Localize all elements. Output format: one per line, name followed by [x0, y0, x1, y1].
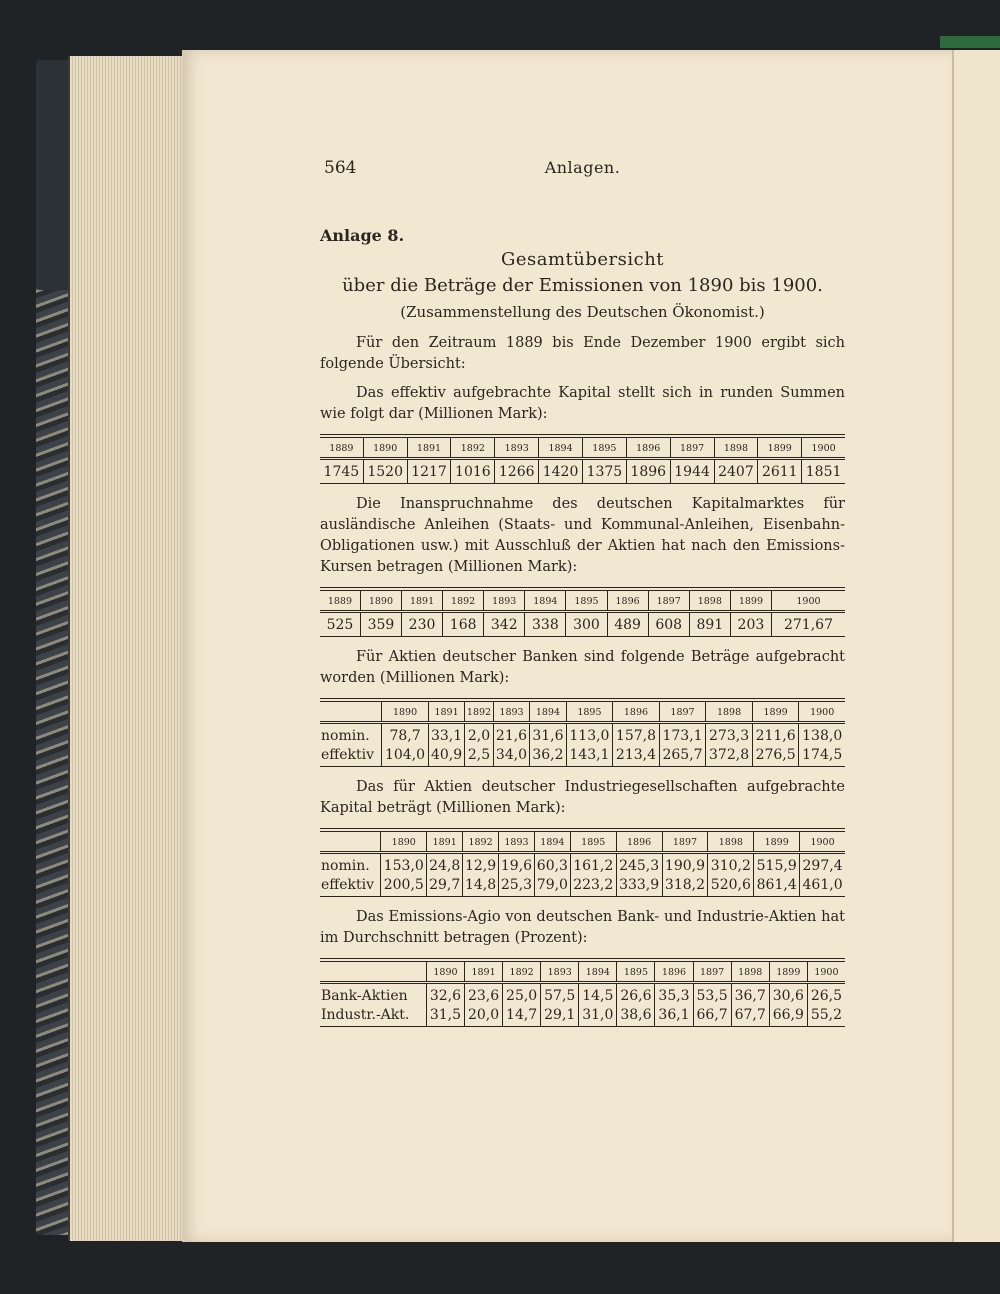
section-paragraph: Die Inanspruchnahme des deutschen Kapitalmarktes für ausländische Anleihen (Staats- und Kommunal-Anleihen, Eisenbahn-Obligationen usw.) mit Ausschluß der Aktien hat nach den Emissions-Kursen betragen (Millionen Mark):: [320, 496, 845, 575]
facing-page-edge: [952, 50, 1000, 1242]
table-cell: 608: [648, 612, 689, 637]
row-label-header: [320, 960, 426, 983]
year-header: 1900: [799, 700, 845, 723]
document-source: (Zusammenstellung des Deutschen Ökonomist.): [400, 303, 765, 321]
table-cell: 104,0: [382, 747, 429, 767]
document-subtitle: über die Beträge der Emissionen von 1890 bis 1900.: [342, 275, 823, 296]
data-table: [320, 698, 845, 767]
table-cell: 31,0: [579, 1007, 617, 1027]
year-header: 1890: [381, 830, 427, 853]
table-cell: 271,67: [783, 617, 833, 633]
year-header: 1896: [655, 960, 693, 983]
year-header: 1892: [463, 830, 499, 853]
table-cell: 1944: [670, 459, 714, 484]
table-cell: 359: [360, 612, 401, 637]
table-cell: 310,2: [708, 853, 754, 878]
table-cell: 57,5: [541, 983, 579, 1008]
intro-paragraph: Für den Zeitraum 1889 bis Ende Dezember 1900 ergibt sich folgende Übersicht:: [320, 335, 845, 372]
table-row: [320, 459, 845, 484]
table-row: [320, 877, 845, 897]
year-header: 1897: [662, 830, 708, 853]
table-cell: 1896: [626, 459, 670, 484]
data-table: [320, 587, 845, 637]
year-header: 1894: [530, 700, 566, 723]
year-header: 1892: [451, 436, 495, 459]
table-cell: 78,7: [382, 723, 429, 748]
table-cell: 1520: [363, 459, 407, 484]
year-header: 1894: [525, 589, 566, 612]
table-cell: 138,0: [802, 728, 843, 744]
table-cell: 2,0: [465, 723, 494, 748]
table-cell: 223,2: [570, 877, 616, 897]
year-header: 1896: [626, 436, 670, 459]
table-cell: 2,5: [465, 747, 494, 767]
year-header: 1893: [499, 830, 535, 853]
row-label: effektiv: [320, 747, 382, 767]
year-header: 1891: [401, 589, 442, 612]
table-cell: 273,3: [706, 723, 753, 748]
table-cell: 55,2: [810, 1007, 842, 1023]
table-cell: 25,0: [503, 983, 541, 1008]
year-header: 1898: [706, 700, 753, 723]
table-cell: 157,8: [613, 723, 660, 748]
year-header: 1900: [800, 830, 845, 853]
table-cell: 14,8: [463, 877, 499, 897]
year-header: 1900: [771, 589, 845, 612]
table-cell: 113,0: [566, 723, 613, 748]
table-cell: 12,9: [463, 853, 499, 878]
row-label: nomin.: [320, 723, 382, 748]
table-cell: 211,6: [752, 723, 799, 748]
table-cell: 14,7: [503, 1007, 541, 1027]
table-cell: 342: [484, 612, 525, 637]
table-cell: 333,9: [616, 877, 662, 897]
year-header: 1890: [426, 960, 464, 983]
table-cell: 245,3: [616, 853, 662, 878]
table-cell: 36,2: [530, 747, 566, 767]
table-cell: 20,0: [465, 1007, 503, 1027]
table-cell: 25,3: [499, 877, 535, 897]
row-label-header: [320, 700, 382, 723]
table-cell: 891: [689, 612, 730, 637]
table-cell: 60,3: [534, 853, 570, 878]
table-cell: 489: [607, 612, 648, 637]
table-cell: 30,6: [769, 983, 807, 1008]
table-cell: 297,4: [802, 858, 843, 874]
table-cell: 461,0: [802, 877, 843, 893]
table-header-row: [320, 700, 845, 723]
table-cell: 161,2: [570, 853, 616, 878]
table-cell: 265,7: [659, 747, 706, 767]
year-header: 1894: [539, 436, 583, 459]
table-cell: 67,7: [731, 1007, 769, 1027]
table-cell: 200,5: [381, 877, 427, 897]
year-header: 1891: [407, 436, 451, 459]
year-header: 1895: [566, 589, 607, 612]
row-label: Industr.-Akt.: [320, 1007, 426, 1027]
table-header-row: [320, 436, 845, 459]
year-header: 1890: [363, 436, 407, 459]
running-head: Anlagen.: [544, 158, 621, 177]
year-header: 1899: [752, 700, 799, 723]
page-content: [320, 150, 845, 1037]
ribbon-marker: [940, 36, 1000, 48]
table-cell: 1420: [539, 459, 583, 484]
page-edges: [68, 56, 188, 1241]
year-header: 1899: [769, 960, 807, 983]
document-title: Gesamtübersicht: [500, 249, 665, 270]
year-header: 1894: [534, 830, 570, 853]
table-cell: 31,5: [426, 1007, 464, 1027]
year-header: 1899: [758, 436, 802, 459]
table-cell: 2407: [714, 459, 758, 484]
table-cell: 29,7: [427, 877, 463, 897]
table-row: [320, 612, 845, 637]
year-header: 1891: [428, 700, 464, 723]
annex-label: Anlage 8.: [320, 226, 405, 245]
table-cell: 190,9: [662, 853, 708, 878]
page-number: 564: [324, 158, 357, 178]
table-cell: 372,8: [706, 747, 753, 767]
table-cell: 31,6: [530, 723, 566, 748]
data-table: [320, 958, 845, 1027]
year-header: 1892: [465, 700, 494, 723]
year-header: 1894: [579, 960, 617, 983]
row-label: effektiv: [320, 877, 381, 897]
table-cell: 213,4: [613, 747, 660, 767]
year-header: 1895: [566, 700, 613, 723]
section-paragraph: Das für Aktien deutscher Industriegesellschaften aufgebrachte Kapital beträgt (Millionen Mark):: [320, 779, 845, 816]
data-table: [320, 828, 845, 897]
year-header: 1897: [670, 436, 714, 459]
table-cell: 174,5: [802, 747, 843, 763]
table-cell: 318,2: [662, 877, 708, 897]
year-header: 1898: [731, 960, 769, 983]
table-cell: 32,6: [426, 983, 464, 1008]
table-cell: 23,6: [465, 983, 503, 1008]
table-cell: 19,6: [499, 853, 535, 878]
binding-cover-corner: [36, 60, 72, 290]
data-table: [320, 434, 845, 484]
section-paragraph: Für Aktien deutscher Banken sind folgende Beträge aufgebracht worden (Millionen Mark):: [320, 649, 845, 686]
table-cell: 36,1: [655, 1007, 693, 1027]
year-header: 1896: [613, 700, 660, 723]
table-cell: 1375: [582, 459, 626, 484]
table-row: [320, 747, 845, 767]
year-header: 1891: [465, 960, 503, 983]
sections-container: [320, 383, 845, 1027]
table-row: [320, 983, 845, 1008]
table-cell: 66,9: [769, 1007, 807, 1027]
year-header: 1891: [427, 830, 463, 853]
year-header: 1892: [443, 589, 484, 612]
table-cell: 173,1: [659, 723, 706, 748]
table-cell: 2611: [758, 459, 802, 484]
table-cell: 34,0: [493, 747, 529, 767]
year-header: 1900: [802, 436, 845, 459]
year-header: 1896: [616, 830, 662, 853]
table-cell: 26,6: [617, 983, 655, 1008]
table-row: [320, 853, 845, 878]
table-cell: 66,7: [693, 1007, 731, 1027]
year-header: 1898: [708, 830, 754, 853]
year-header: 1893: [493, 700, 529, 723]
year-header: 1895: [582, 436, 626, 459]
table-cell: 143,1: [566, 747, 613, 767]
table-cell: 338: [525, 612, 566, 637]
table-cell: 1217: [407, 459, 451, 484]
table-cell: 26,5: [810, 988, 842, 1004]
row-label: nomin.: [320, 853, 381, 878]
year-header: 1898: [689, 589, 730, 612]
table-cell: 1266: [495, 459, 539, 484]
year-header: 1896: [607, 589, 648, 612]
table-cell: 36,7: [731, 983, 769, 1008]
table-cell: 14,5: [579, 983, 617, 1008]
table-cell: 230: [401, 612, 442, 637]
year-header: 1899: [754, 830, 800, 853]
year-header: 1897: [659, 700, 706, 723]
year-header: 1889: [320, 589, 360, 612]
table-cell: 24,8: [427, 853, 463, 878]
year-header: 1890: [382, 700, 429, 723]
table-cell: 203: [730, 612, 771, 637]
table-cell: 40,9: [428, 747, 464, 767]
table-row: [320, 723, 845, 748]
section-paragraph: Das effektiv aufgebrachte Kapital stellt sich in runden Summen wie folgt dar (Millionen Mark):: [320, 385, 845, 422]
table-cell: 38,6: [617, 1007, 655, 1027]
table-cell: 21,6: [493, 723, 529, 748]
year-header: 1897: [648, 589, 689, 612]
year-header: 1895: [570, 830, 616, 853]
year-header: 1893: [495, 436, 539, 459]
table-cell: 1016: [451, 459, 495, 484]
table-header-row: [320, 960, 845, 983]
table-cell: 276,5: [752, 747, 799, 767]
year-header: 1895: [617, 960, 655, 983]
page-header: [320, 150, 845, 184]
year-header: 1889: [320, 436, 363, 459]
table-header-row: [320, 589, 845, 612]
section-paragraph: Das Emissions-Agio von deutschen Bank- und Industrie-Aktien hat im Durchschnitt betragen (Prozent):: [320, 909, 845, 946]
year-header: 1893: [484, 589, 525, 612]
year-header: 1893: [541, 960, 579, 983]
table-cell: 1745: [320, 459, 363, 484]
table-cell: 79,0: [534, 877, 570, 897]
table-cell: 35,3: [655, 983, 693, 1008]
table-cell: 168: [443, 612, 484, 637]
year-header: 1892: [503, 960, 541, 983]
year-header: 1900: [807, 960, 845, 983]
row-label: Bank-Aktien: [320, 983, 426, 1008]
table-cell: 300: [566, 612, 607, 637]
table-cell: 525: [320, 612, 360, 637]
table-header-row: [320, 830, 845, 853]
table-row: [320, 1007, 845, 1027]
table-cell: 53,5: [693, 983, 731, 1008]
table-cell: 1851: [805, 464, 842, 480]
table-cell: 33,1: [428, 723, 464, 748]
table-cell: 153,0: [381, 853, 427, 878]
year-header: 1898: [714, 436, 758, 459]
year-header: 1897: [693, 960, 731, 983]
table-cell: 515,9: [754, 853, 800, 878]
table-cell: 861,4: [754, 877, 800, 897]
table-cell: 520,6: [708, 877, 754, 897]
year-header: 1890: [360, 589, 401, 612]
row-label-header: [320, 830, 381, 853]
year-header: 1899: [730, 589, 771, 612]
table-cell: 29,1: [541, 1007, 579, 1027]
